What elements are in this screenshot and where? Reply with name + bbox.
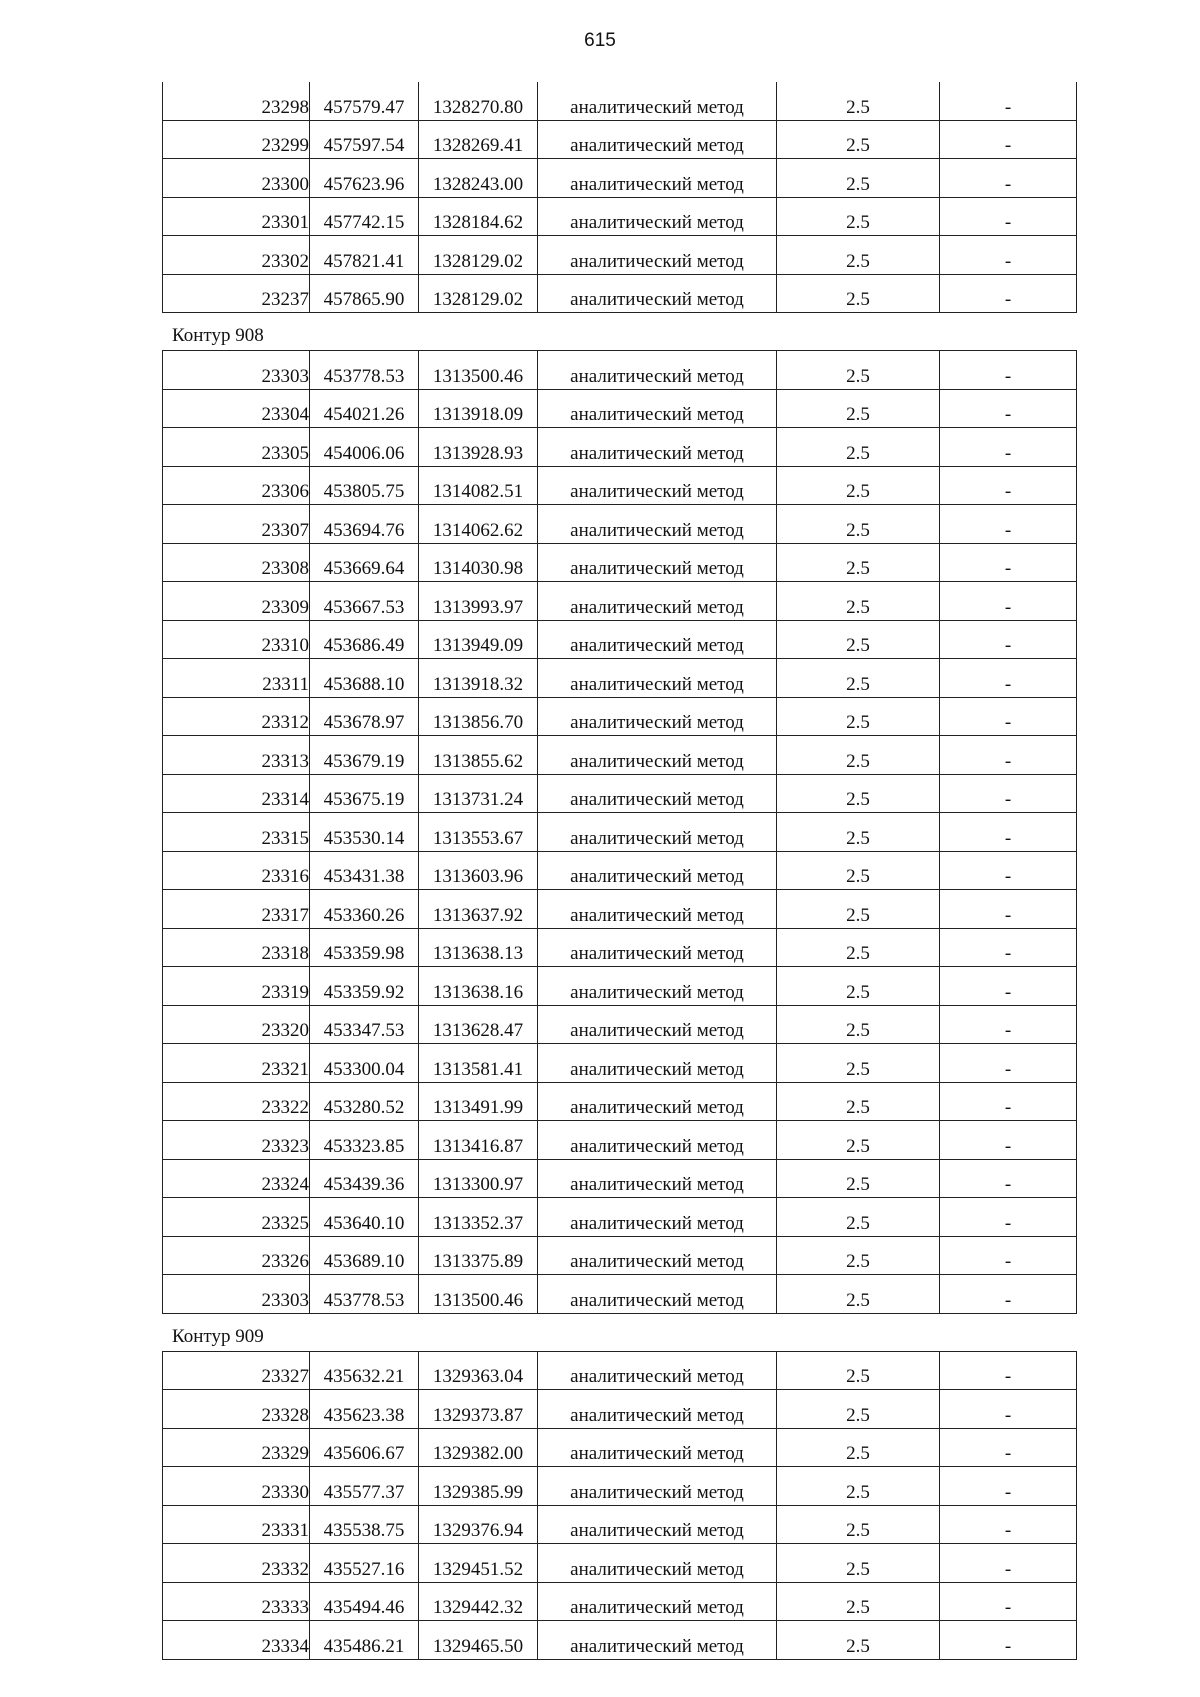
table-row [163,1621,1077,1660]
x-coordinate-cell: 453431.38 [310,851,419,890]
method-cell: аналитический метод [538,505,777,544]
table-row [163,1467,1077,1506]
method-cell: аналитический метод [538,1467,777,1506]
method-cell: аналитический метод [538,82,777,120]
point-number-cell: 23302 [163,236,310,275]
table-row [163,82,1077,120]
accuracy-cell: 2.5 [777,1467,940,1506]
y-coordinate-cell: 1313300.97 [419,1159,538,1198]
point-number-cell: 23305 [163,428,310,467]
accuracy-cell: 2.5 [777,1390,940,1429]
point-number-cell: 23315 [163,813,310,852]
accuracy-cell: 2.5 [777,1351,940,1390]
y-coordinate-cell: 1328129.02 [419,236,538,275]
point-number-cell: 23309 [163,582,310,621]
note-cell: - [940,351,1077,390]
y-coordinate-cell: 1313856.70 [419,697,538,736]
point-number-cell: 23324 [163,1159,310,1198]
table-row [163,1082,1077,1121]
y-coordinate-cell: 1329451.52 [419,1544,538,1583]
y-coordinate-cell: 1313603.96 [419,851,538,890]
accuracy-cell: 2.5 [777,1428,940,1467]
table-row [163,505,1077,544]
table-row [163,1544,1077,1583]
method-cell: аналитический метод [538,736,777,775]
point-number-cell: 23332 [163,1544,310,1583]
table-row [163,1005,1077,1044]
x-coordinate-cell: 453689.10 [310,1236,419,1275]
point-number-cell: 23237 [163,274,310,313]
table-row [163,890,1077,929]
note-cell: - [940,813,1077,852]
accuracy-cell: 2.5 [777,1275,940,1314]
table-row [163,1390,1077,1429]
note-cell: - [940,1351,1077,1390]
x-coordinate-cell: 457821.41 [310,236,419,275]
table-row [163,543,1077,582]
note-cell: - [940,1621,1077,1660]
note-cell: - [940,1236,1077,1275]
method-cell: аналитический метод [538,274,777,313]
note-cell: - [940,620,1077,659]
point-number-cell: 23298 [163,82,310,120]
accuracy-cell: 2.5 [777,1621,940,1660]
x-coordinate-cell: 457623.96 [310,159,419,198]
accuracy-cell: 2.5 [777,466,940,505]
point-number-cell: 23300 [163,159,310,198]
method-cell: аналитический метод [538,582,777,621]
method-cell: аналитический метод [538,389,777,428]
method-cell: аналитический метод [538,1275,777,1314]
y-coordinate-cell: 1328270.80 [419,82,538,120]
method-cell: аналитический метод [538,620,777,659]
method-cell: аналитический метод [538,928,777,967]
table-row [163,274,1077,313]
point-number-cell: 23306 [163,466,310,505]
method-cell: аналитический метод [538,197,777,236]
accuracy-cell: 2.5 [777,620,940,659]
note-cell: - [940,582,1077,621]
accuracy-cell: 2.5 [777,736,940,775]
note-cell: - [940,967,1077,1006]
accuracy-cell: 2.5 [777,1044,940,1083]
x-coordinate-cell: 453359.92 [310,967,419,1006]
note-cell: - [940,466,1077,505]
table-row [163,967,1077,1006]
point-number-cell: 23322 [163,1082,310,1121]
point-number-cell: 23304 [163,389,310,428]
note-cell: - [940,1198,1077,1237]
note-cell: - [940,1082,1077,1121]
note-cell: - [940,274,1077,313]
y-coordinate-cell: 1313500.46 [419,1275,538,1314]
method-cell: аналитический метод [538,236,777,275]
method-cell: аналитический метод [538,543,777,582]
accuracy-cell: 2.5 [777,1544,940,1583]
y-coordinate-cell: 1328269.41 [419,120,538,159]
x-coordinate-cell: 453640.10 [310,1198,419,1237]
method-cell: аналитический метод [538,1044,777,1083]
accuracy-cell: 2.5 [777,1005,940,1044]
method-cell: аналитический метод [538,351,777,390]
accuracy-cell: 2.5 [777,967,940,1006]
y-coordinate-cell: 1328129.02 [419,274,538,313]
method-cell: аналитический метод [538,967,777,1006]
method-cell: аналитический метод [538,1544,777,1583]
x-coordinate-cell: 453688.10 [310,659,419,698]
y-coordinate-cell: 1314082.51 [419,466,538,505]
x-coordinate-cell: 453280.52 [310,1082,419,1121]
x-coordinate-cell: 453530.14 [310,813,419,852]
x-coordinate-cell: 457597.54 [310,120,419,159]
coordinate-document [162,82,1077,1660]
table-row [163,1044,1077,1083]
accuracy-cell: 2.5 [777,197,940,236]
x-coordinate-cell: 453669.64 [310,543,419,582]
x-coordinate-cell: 453323.85 [310,1121,419,1160]
x-coordinate-cell: 453439.36 [310,1159,419,1198]
note-cell: - [940,159,1077,198]
accuracy-cell: 2.5 [777,774,940,813]
table-row [163,1121,1077,1160]
method-cell: аналитический метод [538,466,777,505]
table-row [163,697,1077,736]
y-coordinate-cell: 1329363.04 [419,1351,538,1390]
accuracy-cell: 2.5 [777,1082,940,1121]
note-cell: - [940,736,1077,775]
note-cell: - [940,851,1077,890]
accuracy-cell: 2.5 [777,813,940,852]
accuracy-cell: 2.5 [777,389,940,428]
table-row [163,774,1077,813]
note-cell: - [940,1428,1077,1467]
x-coordinate-cell: 435606.67 [310,1428,419,1467]
method-cell: аналитический метод [538,1505,777,1544]
point-number-cell: 23334 [163,1621,310,1660]
x-coordinate-cell: 453347.53 [310,1005,419,1044]
method-cell: аналитический метод [538,1236,777,1275]
table-row [163,389,1077,428]
note-cell: - [940,543,1077,582]
y-coordinate-cell: 1314030.98 [419,543,538,582]
point-number-cell: 23333 [163,1582,310,1621]
x-coordinate-cell: 457579.47 [310,82,419,120]
point-number-cell: 23308 [163,543,310,582]
accuracy-cell: 2.5 [777,1121,940,1160]
point-number-cell: 23328 [163,1390,310,1429]
point-number-cell: 23311 [163,659,310,698]
note-cell: - [940,82,1077,120]
coordinates-table [162,1351,1077,1660]
method-cell: аналитический метод [538,428,777,467]
table-row [163,582,1077,621]
point-number-cell: 23326 [163,1236,310,1275]
method-cell: аналитический метод [538,774,777,813]
method-cell: аналитический метод [538,1390,777,1429]
table-row [163,1275,1077,1314]
x-coordinate-cell: 453678.97 [310,697,419,736]
accuracy-cell: 2.5 [777,120,940,159]
x-coordinate-cell: 435577.37 [310,1467,419,1506]
y-coordinate-cell: 1313949.09 [419,620,538,659]
accuracy-cell: 2.5 [777,1505,940,1544]
note-cell: - [940,505,1077,544]
y-coordinate-cell: 1313581.41 [419,1044,538,1083]
accuracy-cell: 2.5 [777,1236,940,1275]
method-cell: аналитический метод [538,1159,777,1198]
point-number-cell: 23318 [163,928,310,967]
note-cell: - [940,120,1077,159]
note-cell: - [940,428,1077,467]
table-row [163,659,1077,698]
x-coordinate-cell: 435486.21 [310,1621,419,1660]
point-number-cell: 23299 [163,120,310,159]
point-number-cell: 23310 [163,620,310,659]
y-coordinate-cell: 1313491.99 [419,1082,538,1121]
y-coordinate-cell: 1313553.67 [419,813,538,852]
point-number-cell: 23325 [163,1198,310,1237]
y-coordinate-cell: 1313855.62 [419,736,538,775]
y-coordinate-cell: 1313638.16 [419,967,538,1006]
note-cell: - [940,697,1077,736]
table-row [163,813,1077,852]
point-number-cell: 23317 [163,890,310,929]
point-number-cell: 23307 [163,505,310,544]
accuracy-cell: 2.5 [777,543,940,582]
point-number-cell: 23319 [163,967,310,1006]
table-row [163,1505,1077,1544]
accuracy-cell: 2.5 [777,1198,940,1237]
point-number-cell: 23316 [163,851,310,890]
note-cell: - [940,389,1077,428]
point-number-cell: 23331 [163,1505,310,1544]
x-coordinate-cell: 453686.49 [310,620,419,659]
note-cell: - [940,1544,1077,1583]
method-cell: аналитический метод [538,813,777,852]
x-coordinate-cell: 453679.19 [310,736,419,775]
table-row [163,351,1077,390]
x-coordinate-cell: 435623.38 [310,1390,419,1429]
point-number-cell: 23320 [163,1005,310,1044]
method-cell: аналитический метод [538,1005,777,1044]
y-coordinate-cell: 1329376.94 [419,1505,538,1544]
note-cell: - [940,928,1077,967]
table-row [163,928,1077,967]
table-row [163,1351,1077,1390]
y-coordinate-cell: 1313731.24 [419,774,538,813]
contour-label: Контур 908 [172,325,264,346]
x-coordinate-cell: 435538.75 [310,1505,419,1544]
coordinates-table [162,82,1077,313]
point-number-cell: 23327 [163,1351,310,1390]
x-coordinate-cell: 454021.26 [310,389,419,428]
point-number-cell: 23330 [163,1467,310,1506]
x-coordinate-cell: 457865.90 [310,274,419,313]
x-coordinate-cell: 454006.06 [310,428,419,467]
accuracy-cell: 2.5 [777,851,940,890]
method-cell: аналитический метод [538,1121,777,1160]
x-coordinate-cell: 453359.98 [310,928,419,967]
method-cell: аналитический метод [538,159,777,198]
note-cell: - [940,1467,1077,1506]
table-row [163,851,1077,890]
table-row [163,159,1077,198]
y-coordinate-cell: 1329385.99 [419,1467,538,1506]
point-number-cell: 23313 [163,736,310,775]
x-coordinate-cell: 435527.16 [310,1544,419,1583]
method-cell: аналитический метод [538,1351,777,1390]
table-row [163,736,1077,775]
note-cell: - [940,236,1077,275]
table-row [163,197,1077,236]
y-coordinate-cell: 1328243.00 [419,159,538,198]
method-cell: аналитический метод [538,890,777,929]
method-cell: аналитический метод [538,1621,777,1660]
x-coordinate-cell: 453675.19 [310,774,419,813]
table-row [163,428,1077,467]
method-cell: аналитический метод [538,697,777,736]
point-number-cell: 23314 [163,774,310,813]
x-coordinate-cell: 453694.76 [310,505,419,544]
contour-label: Контур 909 [172,1325,264,1347]
table-row [163,1159,1077,1198]
y-coordinate-cell: 1328184.62 [419,197,538,236]
y-coordinate-cell: 1313638.13 [419,928,538,967]
note-cell: - [940,197,1077,236]
note-cell: - [940,1159,1077,1198]
accuracy-cell: 2.5 [777,505,940,544]
note-cell: - [940,1005,1077,1044]
table-row [163,466,1077,505]
accuracy-cell: 2.5 [777,1582,940,1621]
x-coordinate-cell: 453360.26 [310,890,419,929]
table-row [163,236,1077,275]
accuracy-cell: 2.5 [777,82,940,120]
y-coordinate-cell: 1313918.09 [419,389,538,428]
note-cell: - [940,890,1077,929]
x-coordinate-cell: 453778.53 [310,351,419,390]
table-row [163,1582,1077,1621]
x-coordinate-cell: 453778.53 [310,1275,419,1314]
method-cell: аналитический метод [538,120,777,159]
x-coordinate-cell: 453805.75 [310,466,419,505]
accuracy-cell: 2.5 [777,582,940,621]
accuracy-cell: 2.5 [777,428,940,467]
y-coordinate-cell: 1313637.92 [419,890,538,929]
method-cell: аналитический метод [538,1082,777,1121]
table-row [163,620,1077,659]
note-cell: - [940,1275,1077,1314]
note-cell: - [940,1582,1077,1621]
y-coordinate-cell: 1314062.62 [419,505,538,544]
accuracy-cell: 2.5 [777,351,940,390]
accuracy-cell: 2.5 [777,1159,940,1198]
note-cell: - [940,1121,1077,1160]
note-cell: - [940,774,1077,813]
accuracy-cell: 2.5 [777,159,940,198]
y-coordinate-cell: 1313500.46 [419,351,538,390]
point-number-cell: 23301 [163,197,310,236]
method-cell: аналитический метод [538,1428,777,1467]
y-coordinate-cell: 1313375.89 [419,1236,538,1275]
method-cell: аналитический метод [538,1198,777,1237]
y-coordinate-cell: 1313918.32 [419,659,538,698]
y-coordinate-cell: 1313993.97 [419,582,538,621]
y-coordinate-cell: 1313352.37 [419,1198,538,1237]
page-number: 615 [584,30,616,51]
note-cell: - [940,1044,1077,1083]
table-row [163,120,1077,159]
table-row [163,1428,1077,1467]
y-coordinate-cell: 1329382.00 [419,1428,538,1467]
y-coordinate-cell: 1313628.47 [419,1005,538,1044]
x-coordinate-cell: 453667.53 [310,582,419,621]
y-coordinate-cell: 1329442.32 [419,1582,538,1621]
method-cell: аналитический метод [538,659,777,698]
accuracy-cell: 2.5 [777,236,940,275]
point-number-cell: 23329 [163,1428,310,1467]
accuracy-cell: 2.5 [777,928,940,967]
y-coordinate-cell: 1313928.93 [419,428,538,467]
note-cell: - [940,1505,1077,1544]
method-cell: аналитический метод [538,851,777,890]
accuracy-cell: 2.5 [777,890,940,929]
x-coordinate-cell: 435632.21 [310,1351,419,1390]
point-number-cell: 23323 [163,1121,310,1160]
y-coordinate-cell: 1329465.50 [419,1621,538,1660]
coordinates-table [162,350,1077,1314]
note-cell: - [940,659,1077,698]
table-row [163,1236,1077,1275]
table-row [163,1198,1077,1237]
note-cell: - [940,1390,1077,1429]
x-coordinate-cell: 435494.46 [310,1582,419,1621]
x-coordinate-cell: 453300.04 [310,1044,419,1083]
y-coordinate-cell: 1329373.87 [419,1390,538,1429]
accuracy-cell: 2.5 [777,274,940,313]
point-number-cell: 23321 [163,1044,310,1083]
point-number-cell: 23303 [163,351,310,390]
point-number-cell: 23312 [163,697,310,736]
x-coordinate-cell: 457742.15 [310,197,419,236]
method-cell: аналитический метод [538,1582,777,1621]
y-coordinate-cell: 1313416.87 [419,1121,538,1160]
accuracy-cell: 2.5 [777,697,940,736]
accuracy-cell: 2.5 [777,659,940,698]
point-number-cell: 23303 [163,1275,310,1314]
